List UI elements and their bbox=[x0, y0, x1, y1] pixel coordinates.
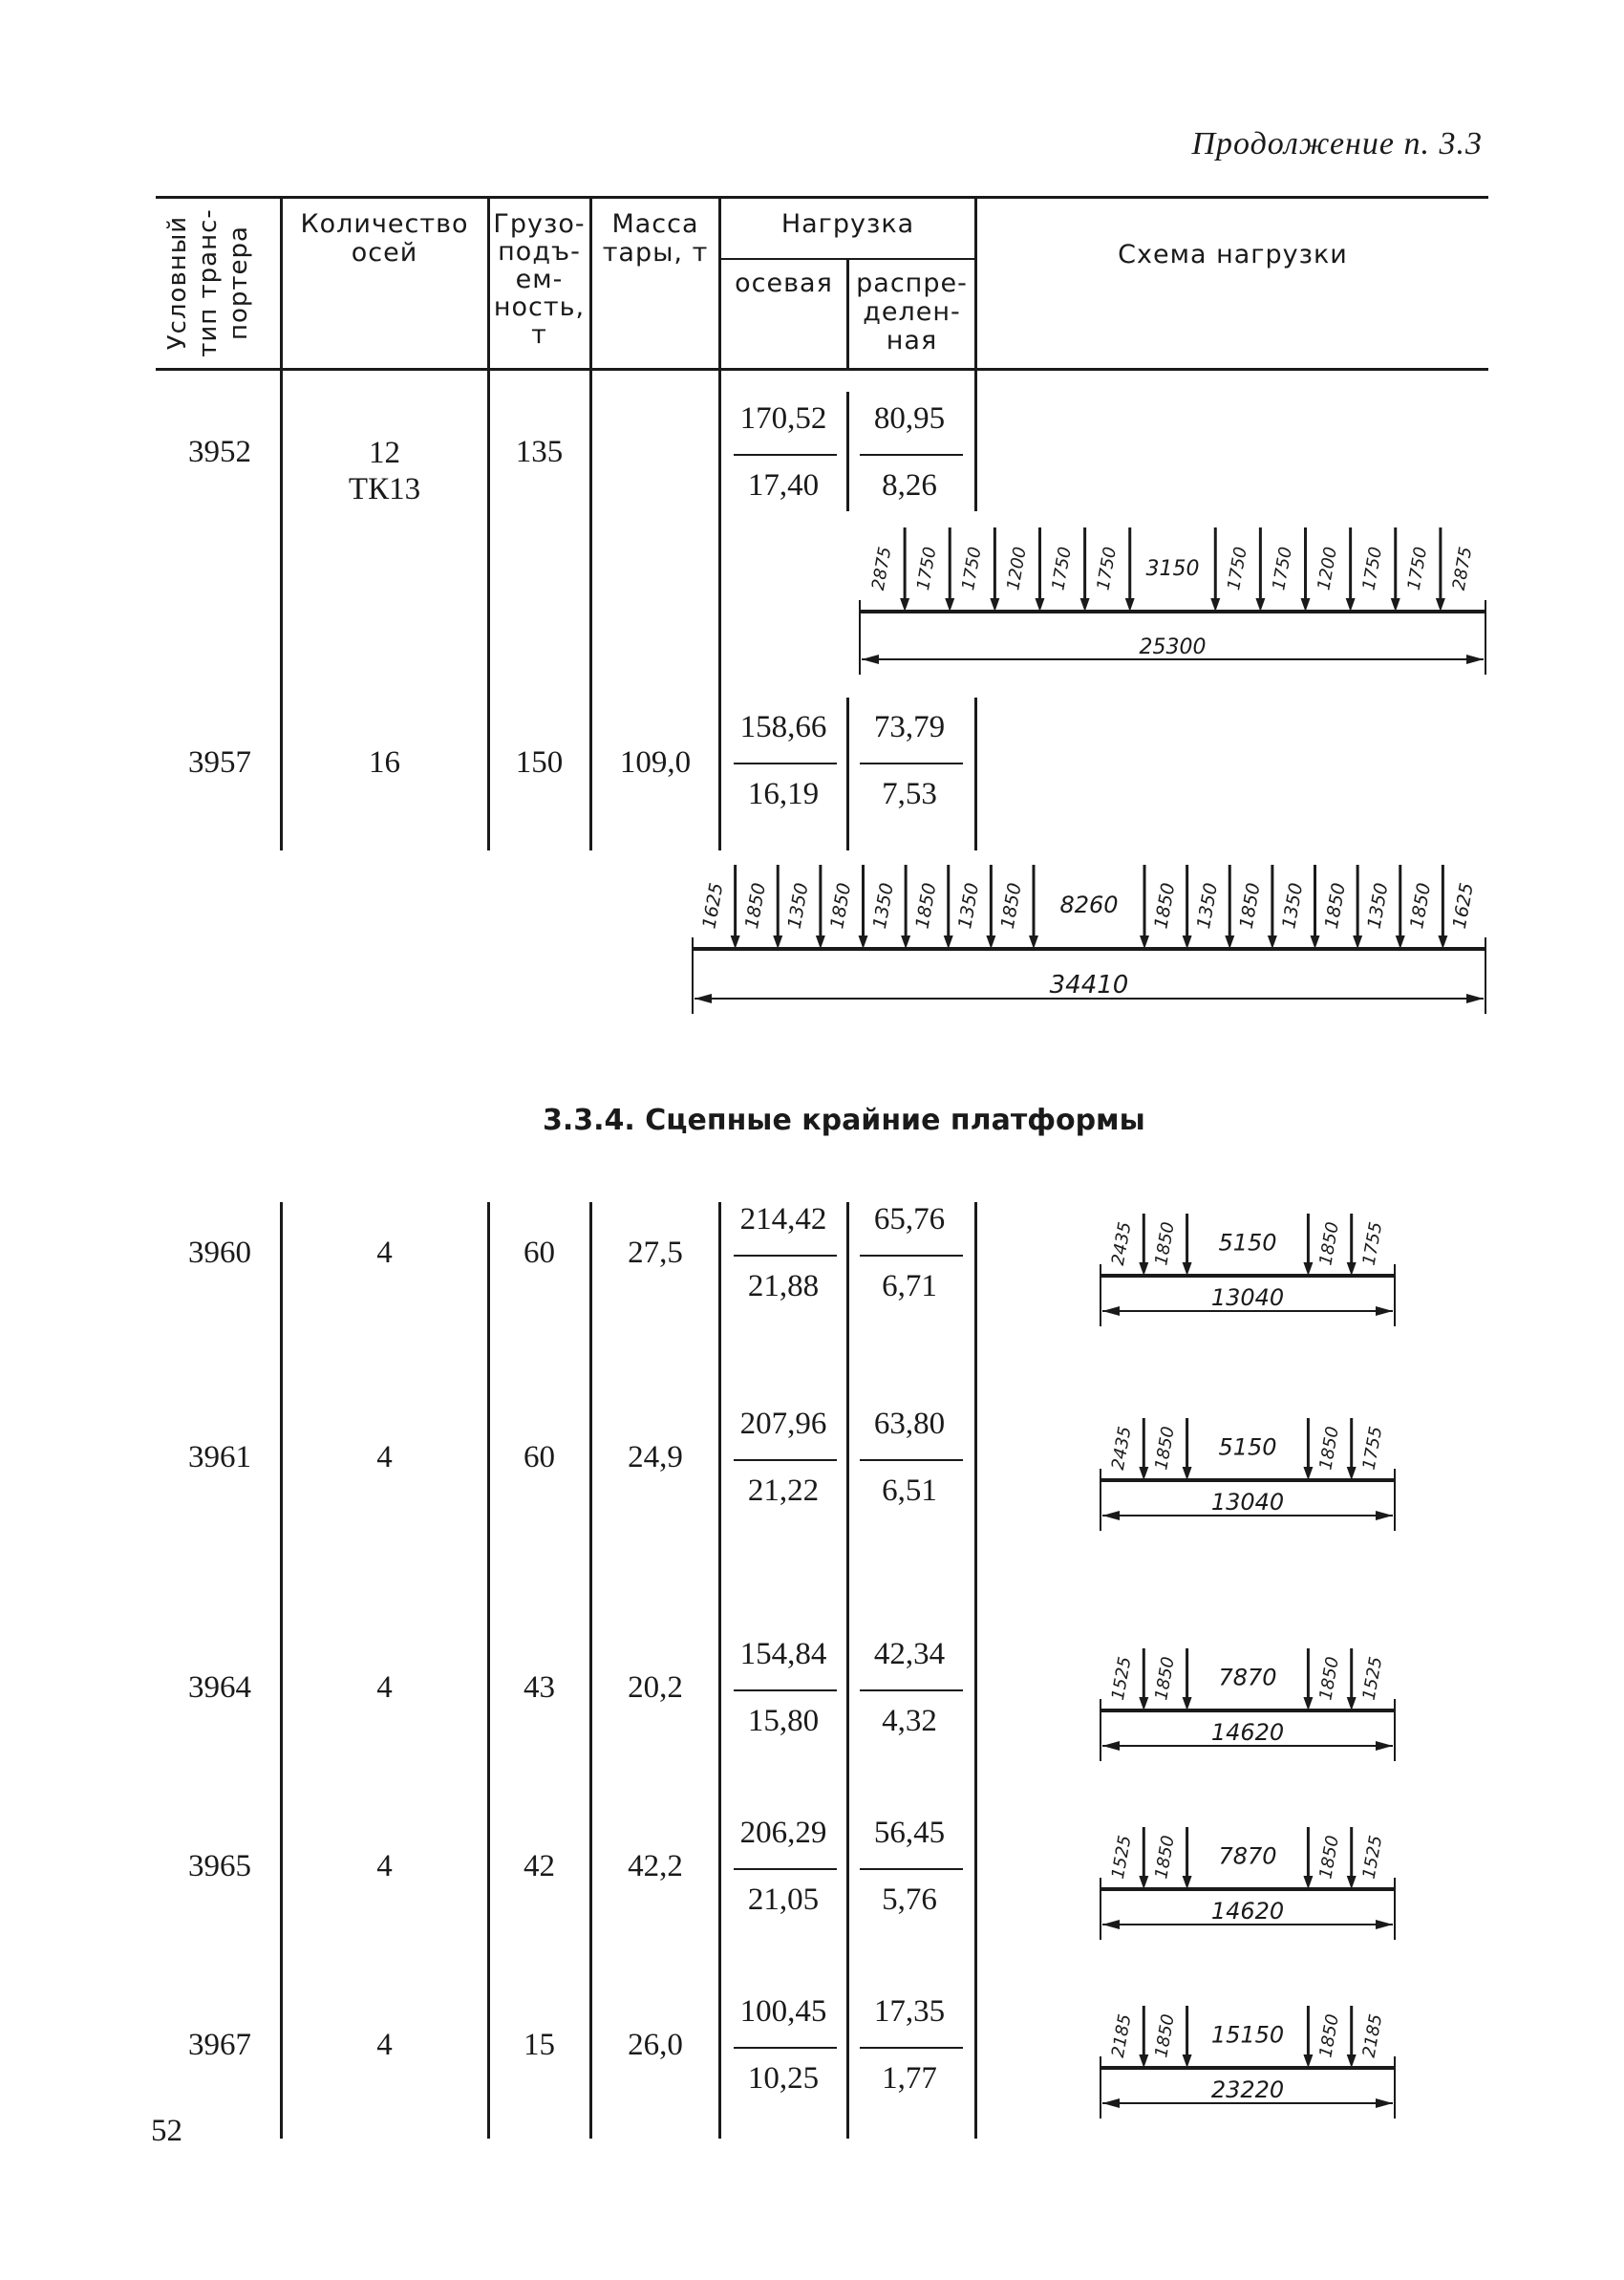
arrow-head bbox=[1303, 2054, 1313, 2068]
cell-axles: 16 bbox=[369, 745, 400, 780]
arrow-head bbox=[816, 936, 825, 949]
header-axial: осевая bbox=[735, 269, 833, 298]
arrow-head bbox=[1347, 1467, 1357, 1480]
axial-load-tf: 21,88 bbox=[747, 1269, 820, 1303]
dimension-label: 1750 bbox=[1403, 545, 1432, 592]
arrow-head bbox=[1183, 2054, 1192, 2068]
arrow-head bbox=[773, 936, 782, 949]
dimension-label: 1350 bbox=[1363, 881, 1393, 931]
dimension-label: 2185 bbox=[1358, 2012, 1387, 2059]
dimension-label: 1850 bbox=[1151, 1834, 1179, 1881]
axial-load-kn: 206,29 bbox=[739, 1816, 827, 1850]
dimension-label: 2875 bbox=[867, 545, 896, 592]
header-axles bbox=[287, 210, 482, 268]
dimension-arrow bbox=[694, 994, 712, 1003]
dimension-arrow bbox=[1376, 2098, 1393, 2108]
section-title: 3.3.4. Сцепные крайние платформы bbox=[543, 1104, 1145, 1137]
header-type-line2: тип транс- bbox=[194, 208, 223, 357]
cell-capacity: 150 bbox=[515, 745, 564, 780]
cell-axles bbox=[287, 435, 482, 507]
fraction-bar bbox=[734, 1255, 837, 1257]
dimension-label: 1750 bbox=[1358, 545, 1387, 592]
axial-load-tf: 17,40 bbox=[747, 468, 820, 503]
cell-axles-bogie: ТК13 bbox=[348, 472, 421, 506]
continuation-note: Продолжение п. 3.3 bbox=[1191, 126, 1483, 161]
load-scheme-3965 bbox=[1089, 1818, 1404, 1961]
dimension-label: 1850 bbox=[1315, 1834, 1343, 1881]
arrow-head bbox=[1183, 936, 1192, 949]
axial-load-tf: 21,22 bbox=[747, 1473, 820, 1508]
load-scheme-diagram bbox=[1089, 1818, 1404, 1961]
dimension-arrow bbox=[1102, 2098, 1120, 2108]
arrow-head bbox=[1183, 1876, 1192, 1889]
arrow-head bbox=[1301, 598, 1311, 612]
arrow-head bbox=[990, 598, 999, 612]
cell-axles: 4 bbox=[376, 1440, 393, 1474]
body-col-sep bbox=[846, 1202, 849, 2139]
load-scheme-3967 bbox=[1089, 1996, 1404, 2140]
dimension-label: 1755 bbox=[1358, 1220, 1387, 1267]
cell-capacity: 60 bbox=[524, 1236, 555, 1270]
fraction-bar bbox=[860, 2047, 963, 2049]
cell-capacity: 135 bbox=[515, 435, 564, 469]
dimension-label: 1850 bbox=[1151, 1425, 1179, 1472]
load-scheme-3960 bbox=[1089, 1204, 1404, 1347]
total-length-label: 14620 bbox=[1210, 1719, 1285, 1746]
fraction-bar bbox=[734, 1689, 837, 1691]
dimension-arrow bbox=[1376, 1741, 1393, 1751]
arrow-head bbox=[1303, 1262, 1313, 1276]
dimension-label: 1850 bbox=[1150, 881, 1180, 931]
dimension-label: 7870 bbox=[1218, 1842, 1277, 1870]
arrow-head bbox=[1438, 936, 1447, 949]
dimension-label: 1525 bbox=[1107, 1655, 1136, 1702]
arrow-head bbox=[1396, 936, 1405, 949]
cell-type: 3967 bbox=[188, 2028, 251, 2062]
distributed-load-tf: 5,76 bbox=[882, 1882, 937, 1917]
cell-type: 3960 bbox=[188, 1236, 251, 1270]
arrow-head bbox=[1268, 936, 1277, 949]
fraction-bar bbox=[860, 1459, 963, 1461]
arrow-head bbox=[1140, 936, 1149, 949]
dimension-label: 1850 bbox=[1315, 2012, 1343, 2059]
fraction-bar bbox=[860, 454, 963, 456]
dimension-arrow bbox=[1376, 1920, 1393, 1929]
axial-load-kn: 207,96 bbox=[739, 1407, 827, 1441]
dimension-arrow bbox=[1376, 1511, 1393, 1520]
cell-capacity: 42 bbox=[524, 1849, 555, 1883]
distributed-load-tf: 8,26 bbox=[882, 468, 937, 503]
axial-load-tf: 15,80 bbox=[747, 1704, 820, 1738]
arrow-head bbox=[1346, 598, 1356, 612]
header-tare bbox=[592, 210, 718, 268]
dimension-label: 1750 bbox=[1269, 545, 1296, 592]
fraction-bar bbox=[734, 763, 837, 764]
load-scheme-diagram bbox=[1089, 1996, 1404, 2140]
header-distributed-line3: ная bbox=[886, 326, 938, 355]
cell-tare: 24,9 bbox=[628, 1440, 683, 1474]
dimension-label: 1850 bbox=[740, 881, 771, 931]
load-scheme-diagram bbox=[1089, 1409, 1404, 1552]
dimension-label: 5150 bbox=[1218, 1229, 1277, 1257]
header-axles-line1: Количество bbox=[300, 209, 469, 239]
load-scheme-diagram bbox=[1089, 1204, 1404, 1347]
header-distributed-line1: распре- bbox=[856, 269, 968, 298]
dimension-label: 1850 bbox=[1235, 881, 1265, 931]
arrow-head bbox=[1139, 1697, 1148, 1710]
body-col-sep bbox=[846, 392, 849, 511]
axial-load-kn: 100,45 bbox=[739, 1994, 827, 2029]
axial-load-kn: 158,66 bbox=[739, 710, 827, 744]
fraction-bar bbox=[860, 763, 963, 764]
total-length-label: 14620 bbox=[1210, 1898, 1285, 1925]
arrow-head bbox=[1183, 1697, 1192, 1710]
dimension-label: 1350 bbox=[868, 881, 898, 931]
fraction-bar bbox=[734, 1868, 837, 1870]
distributed-load-kn: 63,80 bbox=[873, 1407, 946, 1441]
arrow-head bbox=[1029, 936, 1038, 949]
header-col-sep bbox=[974, 196, 977, 368]
cell-axles-count: 12 bbox=[369, 436, 400, 470]
dimension-label: 1850 bbox=[1151, 2012, 1179, 2059]
dimension-label: 1750 bbox=[1048, 545, 1076, 592]
arrow-head bbox=[986, 936, 995, 949]
header-axles-line2: осей bbox=[351, 238, 418, 268]
load-scheme-diagram bbox=[683, 855, 1495, 1022]
load-scheme-3964 bbox=[1089, 1639, 1404, 1782]
cell-tare: 42,2 bbox=[628, 1849, 683, 1883]
arrow-head bbox=[1311, 936, 1320, 949]
cell-capacity: 60 bbox=[524, 1440, 555, 1474]
dimension-label: 15150 bbox=[1210, 2021, 1285, 2049]
table-header-rule bbox=[156, 368, 1488, 371]
dimension-label: 1200 bbox=[1003, 545, 1031, 592]
body-col-sep bbox=[974, 370, 977, 511]
arrow-head bbox=[731, 936, 740, 949]
arrow-head bbox=[1391, 598, 1400, 612]
arrow-head bbox=[900, 598, 909, 612]
dimension-label: 1850 bbox=[996, 881, 1026, 931]
distributed-load-kn: 17,35 bbox=[873, 1994, 946, 2029]
total-length-label: 25300 bbox=[1139, 635, 1207, 659]
dimension-label: 1850 bbox=[1315, 1220, 1343, 1267]
distributed-load-kn: 42,34 bbox=[873, 1637, 946, 1671]
header-col-sep bbox=[280, 196, 283, 368]
load-scheme-diagram bbox=[855, 516, 1495, 678]
distributed-load-tf: 4,32 bbox=[882, 1704, 937, 1738]
cell-axles: 4 bbox=[376, 1849, 393, 1883]
total-length-label: 34410 bbox=[1049, 971, 1129, 1000]
dimension-label: 1850 bbox=[1315, 1425, 1343, 1472]
header-load: Нагрузка bbox=[780, 209, 915, 239]
fraction-bar bbox=[860, 1689, 963, 1691]
axial-load-tf: 21,05 bbox=[747, 1882, 820, 1917]
dimension-label: 2435 bbox=[1107, 1220, 1136, 1267]
cell-tare: 20,2 bbox=[628, 1670, 683, 1705]
dimension-label: 1525 bbox=[1358, 1834, 1387, 1881]
header-capacity-line5: т bbox=[531, 320, 547, 350]
arrow-head bbox=[901, 936, 910, 949]
arrow-head bbox=[1210, 598, 1220, 612]
dimension-arrow bbox=[1376, 1306, 1393, 1316]
body-col-sep bbox=[846, 698, 849, 850]
arrow-head bbox=[1139, 1876, 1148, 1889]
distributed-load-kn: 80,95 bbox=[873, 401, 946, 436]
dimension-arrow bbox=[1466, 655, 1484, 664]
dimension-label: 1750 bbox=[912, 545, 941, 592]
cell-type: 3961 bbox=[188, 1440, 251, 1474]
dimension-label: 1525 bbox=[1107, 1834, 1136, 1881]
dimension-arrow bbox=[1102, 1920, 1120, 1929]
header-distributed bbox=[849, 269, 974, 355]
dimension-arrow bbox=[1102, 1306, 1120, 1316]
load-scheme-3957 bbox=[683, 855, 1495, 1022]
dimension-label: 1350 bbox=[1278, 881, 1308, 931]
axial-load-tf: 10,25 bbox=[747, 2061, 820, 2096]
dimension-label: 1350 bbox=[783, 881, 813, 931]
dimension-label: 1625 bbox=[1448, 881, 1478, 931]
dimension-label: 1625 bbox=[698, 881, 728, 931]
cell-type: 3952 bbox=[188, 435, 251, 469]
header-tare-line1: Масса bbox=[611, 209, 699, 239]
header-capacity-line1: Грузо- bbox=[493, 209, 586, 239]
dimension-label: 1525 bbox=[1358, 1655, 1387, 1702]
arrow-head bbox=[944, 936, 953, 949]
arrow-head bbox=[1125, 598, 1135, 612]
body-col-sep bbox=[974, 1202, 977, 2139]
header-capacity-line3: ем- bbox=[515, 265, 564, 294]
cell-axles: 4 bbox=[376, 1236, 393, 1270]
distributed-load-tf: 7,53 bbox=[882, 777, 937, 811]
load-scheme-3961 bbox=[1089, 1409, 1404, 1552]
axial-load-kn: 154,84 bbox=[739, 1637, 827, 1671]
dimension-label: 1850 bbox=[1320, 881, 1350, 931]
arrow-head bbox=[1183, 1467, 1192, 1480]
header-type-line1: Условный bbox=[163, 215, 192, 351]
cell-type: 3964 bbox=[188, 1670, 251, 1705]
arrow-head bbox=[1080, 598, 1090, 612]
axial-load-tf: 16,19 bbox=[747, 777, 820, 811]
cell-tare: 26,0 bbox=[628, 2028, 683, 2062]
total-length-label: 13040 bbox=[1210, 1489, 1285, 1516]
load-scheme-diagram bbox=[1089, 1639, 1404, 1782]
dimension-label: 1850 bbox=[1151, 1220, 1179, 1267]
body-col-sep bbox=[280, 1202, 283, 2139]
header-type bbox=[162, 201, 277, 365]
dimension-arrow bbox=[862, 655, 879, 664]
arrow-head bbox=[1139, 1467, 1148, 1480]
dimension-arrow bbox=[1466, 994, 1484, 1003]
cell-axles: 4 bbox=[376, 2028, 393, 2062]
cell-capacity: 43 bbox=[524, 1670, 555, 1705]
cell-capacity: 15 bbox=[524, 2028, 555, 2062]
body-col-sep bbox=[974, 698, 977, 850]
dimension-label: 1850 bbox=[1406, 881, 1436, 931]
dimension-label: 3150 bbox=[1145, 557, 1200, 581]
dimension-label: 1200 bbox=[1314, 545, 1341, 592]
cell-axles: 4 bbox=[376, 1670, 393, 1705]
axial-load-kn: 170,52 bbox=[739, 401, 827, 436]
arrow-head bbox=[858, 936, 867, 949]
distributed-load-tf: 6,51 bbox=[882, 1473, 937, 1508]
arrow-head bbox=[1347, 1876, 1357, 1889]
distributed-load-tf: 1,77 bbox=[882, 2061, 937, 2096]
dimension-label: 1750 bbox=[958, 545, 986, 592]
arrow-head bbox=[1183, 1262, 1192, 1276]
dimension-label: 7870 bbox=[1218, 1664, 1277, 1691]
dimension-label: 1350 bbox=[1193, 881, 1223, 931]
fraction-bar bbox=[860, 1255, 963, 1257]
arrow-head bbox=[1255, 598, 1265, 612]
load-scheme-3952 bbox=[855, 516, 1495, 678]
dimension-label: 1750 bbox=[1093, 545, 1122, 592]
arrow-head bbox=[945, 598, 954, 612]
cell-type: 3957 bbox=[188, 745, 251, 780]
axial-load-kn: 214,42 bbox=[739, 1202, 827, 1237]
arrow-head bbox=[1139, 1262, 1148, 1276]
distributed-load-kn: 73,79 bbox=[873, 710, 946, 744]
dimension-label: 1850 bbox=[1151, 1655, 1179, 1702]
cell-type: 3965 bbox=[188, 1849, 251, 1883]
dimension-label: 5150 bbox=[1218, 1433, 1277, 1461]
arrow-head bbox=[1139, 2054, 1148, 2068]
dimension-label: 1850 bbox=[1315, 1655, 1343, 1702]
page-number: 52 bbox=[151, 2114, 182, 2148]
arrow-head bbox=[1035, 598, 1044, 612]
arrow-head bbox=[1436, 598, 1445, 612]
dimension-label: 8260 bbox=[1059, 892, 1119, 918]
dimension-label: 1850 bbox=[826, 881, 856, 931]
arrow-head bbox=[1347, 2054, 1357, 2068]
dimension-arrow bbox=[1102, 1511, 1120, 1520]
dimension-label: 2435 bbox=[1107, 1425, 1136, 1472]
dimension-label: 1750 bbox=[1224, 545, 1251, 592]
header-capacity-line2: подъ- bbox=[498, 237, 581, 267]
header-distributed-line2: делен- bbox=[863, 297, 961, 327]
fraction-bar bbox=[734, 2047, 837, 2049]
arrow-head bbox=[1303, 1697, 1313, 1710]
distributed-load-kn: 56,45 bbox=[873, 1816, 946, 1850]
dimension-arrow bbox=[1102, 1741, 1120, 1751]
arrow-head bbox=[1303, 1876, 1313, 1889]
dimension-label: 2185 bbox=[1107, 2012, 1136, 2059]
cell-tare: 109,0 bbox=[619, 745, 692, 780]
fraction-bar bbox=[734, 454, 837, 456]
dimension-label: 2875 bbox=[1448, 545, 1477, 592]
body-col-sep bbox=[280, 370, 283, 850]
header-tare-line2: тары, т bbox=[602, 238, 709, 268]
dimension-label: 1850 bbox=[911, 881, 941, 931]
total-length-label: 23220 bbox=[1210, 2076, 1285, 2103]
header-scheme: Схема нагрузки bbox=[1118, 240, 1348, 269]
body-col-sep bbox=[718, 370, 721, 850]
arrow-head bbox=[1225, 936, 1234, 949]
header-type-line3: портера bbox=[224, 226, 253, 340]
header-capacity-line4: ность, bbox=[493, 292, 586, 322]
header-capacity bbox=[489, 210, 589, 349]
fraction-bar bbox=[734, 1459, 837, 1461]
distributed-load-kn: 65,76 bbox=[873, 1202, 946, 1237]
total-length-label: 13040 bbox=[1210, 1284, 1285, 1311]
body-col-sep bbox=[718, 1202, 721, 2139]
table-top-rule bbox=[156, 196, 1488, 199]
dimension-label: 1350 bbox=[954, 881, 984, 931]
arrow-head bbox=[1303, 1467, 1313, 1480]
arrow-head bbox=[1347, 1697, 1357, 1710]
dimension-label: 1755 bbox=[1358, 1425, 1387, 1472]
arrow-head bbox=[1353, 936, 1362, 949]
fraction-bar bbox=[860, 1868, 963, 1870]
arrow-head bbox=[1347, 1262, 1357, 1276]
distributed-load-tf: 6,71 bbox=[882, 1269, 937, 1303]
cell-tare: 27,5 bbox=[628, 1236, 683, 1270]
